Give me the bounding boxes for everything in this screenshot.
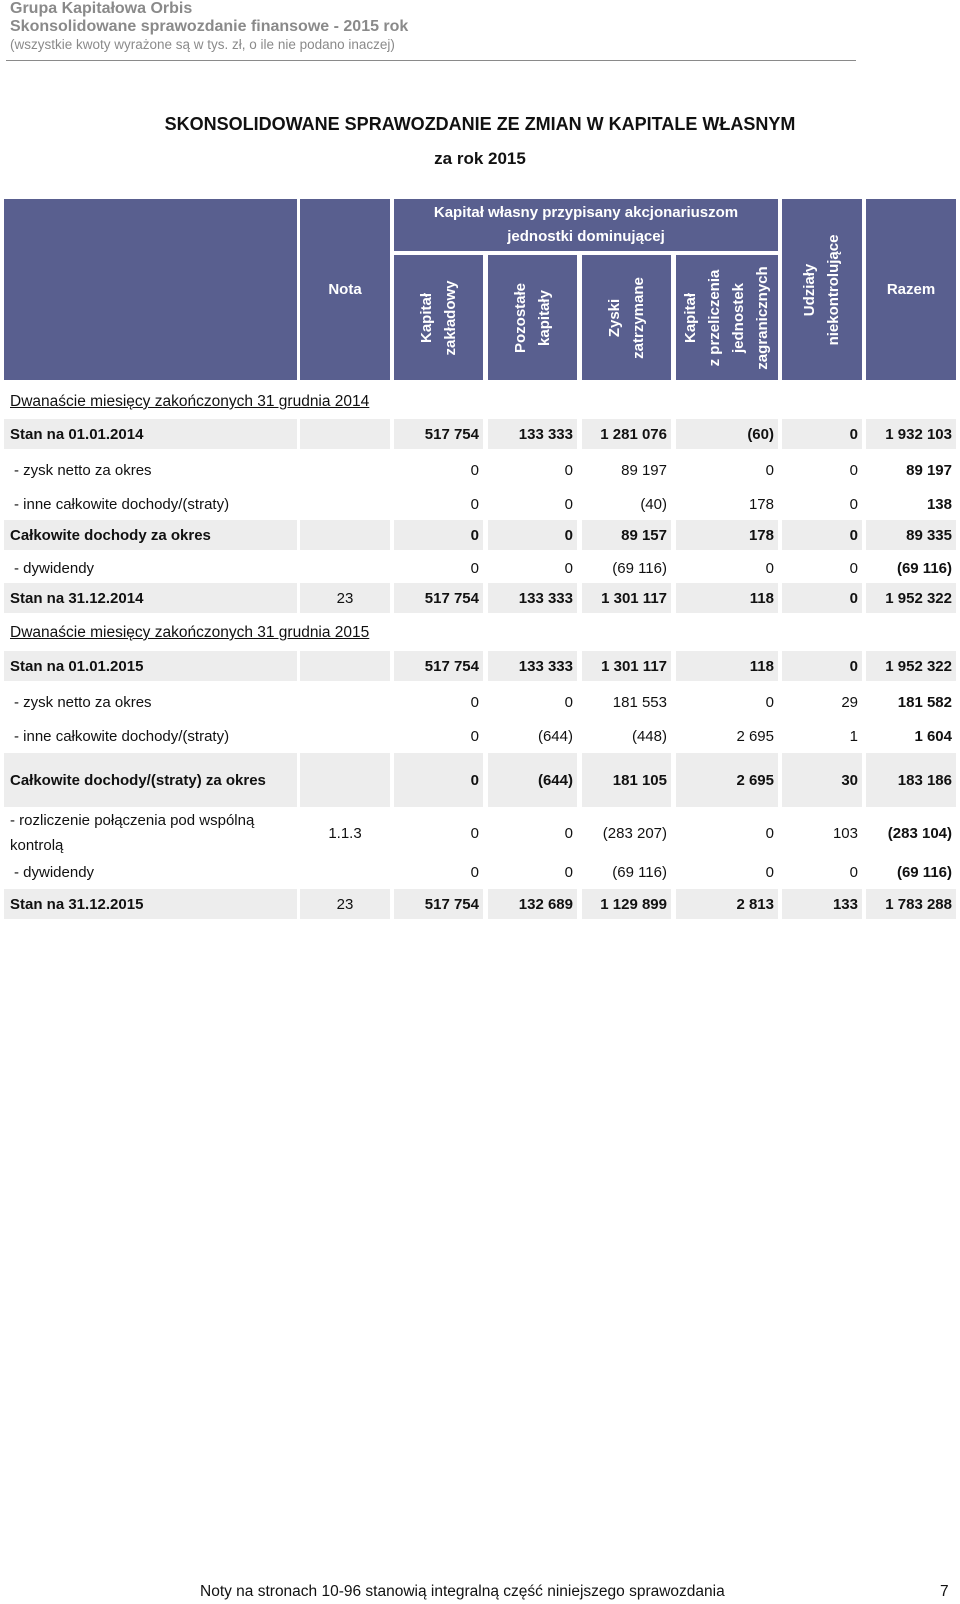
- cell-total: 138: [926, 495, 952, 513]
- section-heading-2015: Dwanaście miesięcy zakończonych 31 grudnia 2015: [10, 624, 370, 641]
- row-nota: [300, 489, 390, 519]
- row-label: Całkowite dochody za okres: [4, 520, 297, 550]
- report-name: Skonsolidowane sprawozdanie finansowe - 2015 rok: [10, 18, 409, 35]
- cell-retained-earnings: (40): [640, 495, 667, 513]
- column-header-other-capital: Pozostałe kapitały: [488, 255, 577, 380]
- page-header: [10, 0, 408, 54]
- cell-share-capital: 0: [470, 461, 479, 479]
- cell-fx-reserve: 0: [765, 824, 774, 842]
- column-header-nota: Nota: [300, 199, 390, 380]
- cell-total: 89 197: [906, 461, 952, 479]
- table-row: [0, 806, 960, 860]
- cell-total: (69 116): [896, 863, 952, 881]
- row-nota: [300, 687, 390, 717]
- column-header-fx-reserve: Kapitał z przeliczenia jednostek zagranicznych: [676, 255, 778, 380]
- cell-fx-reserve: 0: [765, 693, 774, 711]
- cell-other-capital: 133 333: [488, 651, 577, 681]
- cell-retained-earnings: 89 157: [582, 520, 671, 550]
- table-row: [0, 753, 960, 807]
- row-label: - zysk netto za okres: [14, 693, 152, 711]
- column-header-total: Razem: [866, 199, 956, 380]
- cell-share-capital: 0: [470, 559, 479, 577]
- cell-fx-reserve: 178: [748, 495, 774, 513]
- table-row: [0, 889, 960, 919]
- cell-total: (283 104): [887, 824, 952, 842]
- cell-retained-earnings: 1 281 076: [582, 419, 671, 449]
- cell-fx-reserve: 0: [765, 559, 774, 577]
- row-label: Stan na 01.01.2014: [4, 419, 297, 449]
- row-nota: [300, 651, 390, 681]
- cell-non-controlling: 0: [849, 559, 858, 577]
- section-heading-2014: Dwanaście miesięcy zakończonych 31 grudnia 2014: [10, 393, 370, 410]
- row-nota: [300, 520, 390, 550]
- cell-other-capital: 133 333: [488, 419, 577, 449]
- cell-fx-reserve: 178: [676, 520, 778, 550]
- table-row: [0, 553, 960, 583]
- table-row: [0, 455, 960, 485]
- page-number: 7: [940, 1583, 949, 1600]
- row-nota: [300, 753, 390, 807]
- row-nota: 23: [300, 583, 390, 613]
- cell-share-capital: 0: [394, 520, 483, 550]
- cell-non-controlling: 0: [849, 461, 858, 479]
- cell-retained-earnings: (69 116): [612, 559, 667, 577]
- cell-non-controlling: 0: [849, 863, 858, 881]
- row-label: - inne całkowite dochody/(straty): [14, 727, 230, 745]
- cell-total: 89 335: [866, 520, 956, 550]
- cell-other-capital: (644): [488, 753, 577, 807]
- row-nota: [300, 455, 390, 485]
- cell-share-capital: 0: [470, 727, 479, 745]
- cell-total: 1 604: [914, 727, 952, 745]
- cell-other-capital: (644): [537, 727, 573, 745]
- cell-retained-earnings: 89 197: [621, 461, 667, 479]
- table-row: [0, 687, 960, 717]
- cell-share-capital: 0: [470, 863, 479, 881]
- cell-other-capital: 0: [564, 693, 573, 711]
- cell-share-capital: 0: [470, 495, 479, 513]
- cell-non-controlling: 0: [849, 495, 858, 513]
- cell-share-capital: 517 754: [394, 419, 483, 449]
- cell-retained-earnings: 1 129 899: [582, 889, 671, 919]
- row-label: Całkowite dochody/(straty) za okres: [4, 753, 297, 807]
- table-row: [0, 651, 960, 681]
- cell-non-controlling: 29: [841, 693, 858, 711]
- cell-non-controlling: 133: [782, 889, 862, 919]
- cell-fx-reserve: (60): [676, 419, 778, 449]
- cell-retained-earnings: (283 207): [602, 824, 667, 842]
- cell-retained-earnings: 181 105: [582, 753, 671, 807]
- row-label: Stan na 31.12.2014: [4, 583, 297, 613]
- table-row: [0, 721, 960, 751]
- cell-other-capital: 0: [564, 863, 573, 881]
- row-label: Stan na 01.01.2015: [4, 651, 297, 681]
- row-label: Stan na 31.12.2015: [4, 889, 297, 919]
- statement-title: SKONSOLIDOWANE SPRAWOZDANIE ZE ZMIAN W KAPITALE WŁASNYM: [164, 114, 796, 134]
- table-row: [0, 520, 960, 550]
- cell-share-capital: 0: [470, 693, 479, 711]
- cell-retained-earnings: 1 301 117: [582, 583, 671, 613]
- cell-fx-reserve: 2 695: [736, 727, 774, 745]
- cell-fx-reserve: 2 695: [676, 753, 778, 807]
- table-row: [0, 489, 960, 519]
- row-label: - rozliczenie połączenia pod wspólną kontrolą: [10, 812, 255, 854]
- row-nota: 1.1.3: [328, 824, 362, 842]
- company-name: Grupa Kapitałowa Orbis: [10, 0, 193, 17]
- table-row: [0, 583, 960, 613]
- cell-retained-earnings: 181 553: [612, 693, 667, 711]
- cell-share-capital: 517 754: [394, 889, 483, 919]
- cell-total: 1 932 103: [866, 419, 956, 449]
- cell-other-capital: 133 333: [488, 583, 577, 613]
- cell-retained-earnings: 1 301 117: [582, 651, 671, 681]
- cell-retained-earnings: (448): [631, 727, 667, 745]
- column-group-header: Kapitał własny przypisany akcjonariuszom jednostki dominującej: [394, 199, 778, 251]
- row-nota: [300, 721, 390, 751]
- row-label: - dywidendy: [14, 863, 95, 881]
- cell-other-capital: 0: [488, 520, 577, 550]
- table-row: [0, 419, 960, 449]
- row-nota: [300, 419, 390, 449]
- cell-other-capital: 0: [564, 461, 573, 479]
- page-footer-note: Noty na stronach 10-96 stanowią integralną część niniejszego sprawozdania: [200, 1583, 725, 1600]
- statement-period: za rok 2015: [434, 149, 526, 168]
- table-row: [0, 857, 960, 887]
- header-rule: [6, 60, 856, 61]
- row-nota: 23: [300, 889, 390, 919]
- cell-share-capital: 0: [470, 824, 479, 842]
- column-header-share-capital: Kapitał zakładowy: [394, 255, 483, 380]
- row-label: - dywidendy: [14, 559, 95, 577]
- cell-non-controlling: 0: [782, 651, 862, 681]
- cell-non-controlling: 30: [782, 753, 862, 807]
- row-label: - zysk netto za okres: [14, 461, 152, 479]
- cell-fx-reserve: 0: [765, 863, 774, 881]
- cell-other-capital: 0: [564, 559, 573, 577]
- cell-total: 181 582: [897, 693, 952, 711]
- cell-other-capital: 132 689: [488, 889, 577, 919]
- cell-other-capital: 0: [564, 824, 573, 842]
- cell-non-controlling: 1: [849, 727, 858, 745]
- cell-share-capital: 0: [394, 753, 483, 807]
- cell-fx-reserve: 0: [765, 461, 774, 479]
- cell-non-controlling: 0: [782, 583, 862, 613]
- amounts-note: (wszystkie kwoty wyrażone są w tys. zł, o ile nie podano inaczej): [10, 37, 395, 52]
- cell-total: 1 952 322: [866, 651, 956, 681]
- cell-share-capital: 517 754: [394, 651, 483, 681]
- row-nota: [300, 857, 390, 887]
- cell-total: 183 186: [866, 753, 956, 807]
- cell-total: 1 952 322: [866, 583, 956, 613]
- cell-non-controlling: 103: [832, 824, 858, 842]
- cell-share-capital: 517 754: [394, 583, 483, 613]
- cell-fx-reserve: 118: [676, 651, 778, 681]
- cell-retained-earnings: (69 116): [612, 863, 667, 881]
- row-nota: [300, 553, 390, 583]
- cell-non-controlling: 0: [782, 520, 862, 550]
- cell-fx-reserve: 118: [676, 583, 778, 613]
- cell-non-controlling: 0: [782, 419, 862, 449]
- row-label: - inne całkowite dochody/(straty): [14, 495, 230, 513]
- cell-other-capital: 0: [564, 495, 573, 513]
- cell-total: 1 783 288: [866, 889, 956, 919]
- header-blank-cell: [4, 199, 297, 380]
- column-header-non-controlling: Udziały niekontrolujące: [782, 199, 862, 380]
- cell-fx-reserve: 2 813: [676, 889, 778, 919]
- cell-total: (69 116): [896, 559, 952, 577]
- column-header-retained-earnings: Zyski zatrzymane: [582, 255, 671, 380]
